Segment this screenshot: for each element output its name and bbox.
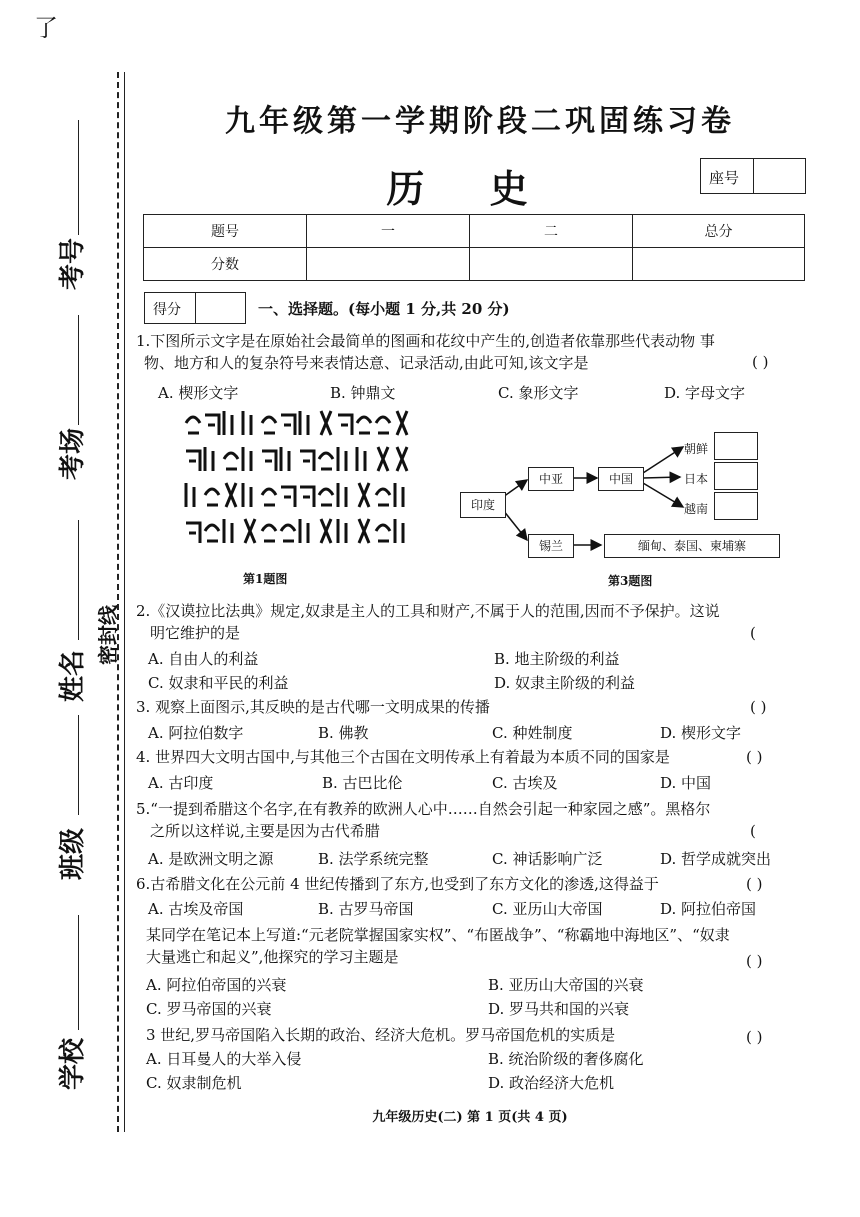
q8-option-a: A. 日耳曼人的大举入侵 (146, 1050, 302, 1068)
q6-option-c: C. 亚历山大帝国 (492, 900, 603, 918)
diagram-label-korea: 朝鲜 (684, 442, 709, 456)
q7-option-a: A. 阿拉伯帝国的兴衰 (146, 976, 287, 994)
q7-option-c: C. 罗马帝国的兴衰 (146, 1000, 272, 1018)
answer-bracket-6[interactable]: ( ) (746, 875, 763, 893)
q2-option-b: B. 地主阶级的利益 (494, 650, 620, 668)
q7-option-b: B. 亚历山大帝国的兴衰 (488, 976, 644, 994)
diagram-blank-japan[interactable] (714, 462, 758, 490)
question-3: 3. 观察上面图示,其反映的是古代哪一文明成果的传播 (136, 698, 490, 716)
q3-option-c: C. 种姓制度 (492, 724, 573, 742)
question-4: 4. 世界四大文明古国中,与其他三个古国在文明传承上有着最为本质不同的国家是 (136, 748, 670, 766)
answer-bracket-7[interactable]: ( ) (746, 952, 763, 970)
seat-number-box (700, 158, 806, 194)
q2-option-d: D. 奴隶主阶级的利益 (494, 674, 636, 692)
q7-option-d: D. 罗马共和国的兴衰 (488, 1000, 630, 1018)
q3-option-d: D. 楔形文字 (660, 724, 742, 742)
diagram-node-india: 印度 (460, 492, 506, 518)
q5-option-b: B. 法学系统完整 (318, 850, 429, 868)
score-header-question: 题号 (144, 215, 307, 248)
q3-option-b: B. 佛教 (318, 724, 369, 742)
q1-option-c: C. 象形文字 (498, 384, 579, 402)
q8-option-d: D. 政治经济大危机 (488, 1074, 615, 1092)
q4-option-b: B. 古巴比伦 (322, 774, 403, 792)
q1-option-d: D. 字母文字 (664, 384, 746, 402)
q8-option-b: B. 统治阶级的奢侈腐化 (488, 1050, 644, 1068)
question-8: 3 世纪,罗马帝国陷入长期的政治、经济大危机。罗马帝国危机的实质是 (146, 1026, 616, 1044)
q1-option-b: B. 钟鼎文 (330, 384, 396, 402)
name-label: 姓名 (58, 649, 88, 702)
diagram-blank-korea[interactable] (714, 432, 758, 460)
answer-bracket-4[interactable]: ( ) (746, 748, 763, 766)
section-score-box (144, 292, 246, 324)
q4-option-d: D. 中国 (660, 774, 712, 792)
question-1: 1.下图所示文字是在原始社会最简单的图画和花纹中产生的,创造者依靠那些代表动物 事 物、地方和人的复杂符号来表情达意、记录活动,由此可知,该文字是 (136, 332, 715, 372)
exam-room-label: 考场 (58, 427, 88, 480)
answer-bracket-8[interactable]: ( ) (746, 1028, 763, 1046)
score-cell-part2[interactable] (470, 248, 633, 281)
question-5: 5.“一提到希腊这个名字,在有教养的欧洲人心中……自然会引起一种家园之感”。黑格尔 之所以这样说,主要是因为古代希腊 (136, 800, 711, 840)
q1-option-a: A. 楔形文字 (158, 384, 239, 402)
q5-option-a: A. 是欧洲文明之源 (148, 850, 274, 868)
answer-bracket-1[interactable]: ( ) (752, 353, 769, 371)
score-cell-total[interactable] (633, 248, 805, 281)
q8-option-c: C. 奴隶制危机 (146, 1074, 242, 1092)
answer-bracket-5[interactable]: ( (750, 822, 756, 840)
seat-label: 座号 (709, 169, 740, 187)
score-header-part2: 二 (470, 215, 633, 248)
q2-option-a: A. 自由人的利益 (148, 650, 259, 668)
score-cell-part1[interactable] (307, 248, 470, 281)
diagram-node-central-asia: 中亚 (528, 467, 574, 491)
seal-line-label: 密封线 (96, 605, 120, 665)
diagram-label-japan: 日本 (684, 472, 709, 486)
question-2: 2.《汉谟拉比法典》规定,奴隶是主人的工具和财产,不属于人的范围,因而不予保护。这说 明它维护的是 (136, 602, 720, 642)
figure-3-caption: 第3题图 (608, 574, 653, 588)
seal-dashed-line (117, 72, 119, 1132)
question-7: 某同学在笔记本上写道:“元老院掌握国家实权”、“布匿战争”、“称霸地中海地区”、“奴隶 大量逃亡和起义”,他探究的学习主题是 (146, 926, 730, 966)
section-score-label: 得分 (153, 302, 181, 318)
school-field[interactable] (78, 915, 79, 1030)
q5-option-d: D. 哲学成就突出 (660, 850, 772, 868)
diagram-label-vietnam: 越南 (684, 502, 709, 516)
diagram-node-southeast-asia: 缅甸、泰国、柬埔寨 (604, 534, 780, 558)
answer-bracket-2[interactable]: ( (750, 624, 756, 642)
q4-option-a: A. 古印度 (148, 774, 214, 792)
q6-option-d: D. 阿拉伯帝国 (660, 900, 757, 918)
score-header-total: 总分 (633, 215, 805, 248)
score-row-label: 分数 (144, 248, 307, 281)
figure-1-caption: 第1题图 (243, 572, 288, 586)
name-field[interactable] (78, 520, 79, 640)
q5-option-c: C. 神话影响广泛 (492, 850, 603, 868)
exam-room-field[interactable] (78, 315, 79, 425)
q6-option-b: B. 古罗马帝国 (318, 900, 414, 918)
exam-title: 九年级第一学期阶段二巩固练习卷 (225, 104, 735, 139)
seal-solid-line (124, 72, 125, 1132)
page-footer: 九年级历史(二) 第 1 页(共 4 页) (372, 1110, 568, 1125)
diagram-node-china: 中国 (598, 467, 644, 491)
q4-option-c: C. 古埃及 (492, 774, 558, 792)
q3-option-a: A. 阿拉伯数字 (148, 724, 244, 742)
answer-bracket-3[interactable]: ( ) (750, 698, 767, 716)
diagram-blank-vietnam[interactable] (714, 492, 758, 520)
school-label: 学校 (58, 1037, 88, 1090)
exam-no-label: 考号 (58, 237, 88, 290)
question-6: 6.古希腊文化在公元前 4 世纪传播到了东方,也受到了东方文化的渗透,这得益于 (136, 875, 659, 893)
diagram-node-sri-lanka: 锡兰 (528, 534, 574, 558)
class-field[interactable] (78, 715, 79, 815)
subject-title: 历 史 (386, 166, 554, 211)
section-title: 一、选择题。(每小题 1 分,共 20 分) (258, 300, 510, 318)
corner-mark: 了 (34, 14, 58, 42)
q6-option-a: A. 古埃及帝国 (148, 900, 244, 918)
q2-option-c: C. 奴隶和平民的利益 (148, 674, 289, 692)
class-label: 班级 (58, 827, 88, 880)
score-header-part1: 一 (307, 215, 470, 248)
score-table (143, 214, 805, 281)
hieroglyph-figure (180, 405, 420, 550)
